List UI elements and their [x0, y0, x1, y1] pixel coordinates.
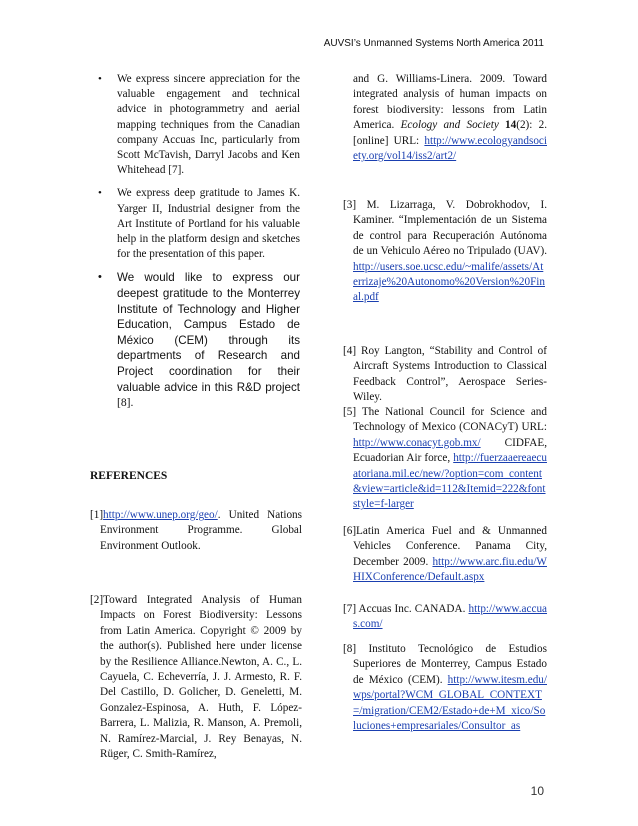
reference-text: and G. Williams-Linera. 2009. Toward integrated analysis of human impacts on forest biodiversity: lessons from Latin America. [353, 73, 547, 132]
reference-1 [90, 508, 302, 554]
reference-text: CIDFAE, Ecuadorian Air force, [353, 436, 547, 465]
reference-3 [343, 198, 547, 306]
reference-8 [343, 642, 547, 734]
reference-text: [3] M. Lizarraga, V. Dobrokhodov, I. Kaminer. “Implementación de un Sistema de control para Recuperación Autónoma de un Vehiculo Aéreo no Tripulado (UAV). [343, 199, 547, 258]
references-heading: REFERENCES [90, 470, 168, 482]
reference-link[interactable]: http://www.ecologyandsociety.org/vol14/iss2/art2/ [353, 134, 547, 163]
reference-7 [343, 602, 547, 633]
acknowledgements-column [90, 72, 300, 419]
reference-text: [5] The National Council for Science and Technology of Mexico (CONACyT) URL: [343, 406, 547, 434]
acknowledgement-item [90, 72, 300, 178]
reference-2 [90, 593, 302, 762]
reference-4 [343, 344, 547, 406]
acknowledgement-text: We express deep gratitude to James K. Yarger II, Industrial designer from the Art Institute of Portland for his valuable help in the platform design and sketches for the presentation of this paper. [117, 187, 300, 261]
reference-link[interactable]: http://www.unep.org/geo/ [103, 509, 218, 521]
reference-link[interactable]: http://www.accuas.com/ [353, 603, 548, 631]
reference-text: [4] Roy Langton, “Stability and Control of Aircraft Systems Introduction to Classical Feedback Control”, Aerospace Series-Wiley. [343, 345, 547, 404]
bullet-icon: • [98, 73, 102, 85]
running-header: AUVSI’s Unmanned Systems North America 2011 [323, 38, 544, 49]
journal-title: Ecology and Society [400, 119, 499, 132]
journal-volume: 14 [505, 119, 517, 132]
reference-2-continued [343, 72, 547, 164]
bullet-icon: • [98, 187, 102, 200]
acknowledgements-list [90, 72, 300, 411]
reference-text: (2): 2. [online] URL: [353, 119, 548, 147]
reference-5 [343, 405, 547, 513]
reference-6 [343, 524, 547, 586]
acknowledgement-text: We would like to express our deepest gratitude to the Monterrey Institute of Technology and Higher Education, Campus Estado de México (CEM) through its departments of Research and Project coordination for their valuable advice in this R&D project [117, 271, 300, 394]
reference-link[interactable]: http://www.itesm.edu/wps/portal?WCM_GLOBAL_CONTEXT=/migration/CEM2/Estado+de+M_xico/Soluciones+empresariales/Consultor_as [353, 673, 547, 733]
citation-ref: [8]. [117, 396, 134, 410]
acknowledgement-item [90, 270, 300, 410]
reference-link[interactable]: http://www.arc.fiu.edu/WHIXConference/Default.aspx [353, 555, 547, 584]
reference-link[interactable]: http://users.soe.ucsc.edu/~malife/assets/Aterrizaje%20Autonomo%20Version%20Final.pdf [353, 260, 546, 304]
acknowledgement-text: We express sincere appreciation for the valuable engagement and technical advice in photogrammetry and aerial mapping techniques from the Canadian company Accuas Inc, particularly from Scott McTavish, Darryl Jacobs and Ken Whitehead [7]. [117, 73, 300, 177]
reference-text: [6]Latin America Fuel and & Unmanned Vehicles Conference. Panama City, December 2009. [343, 525, 547, 568]
acknowledgement-item [90, 186, 300, 262]
reference-text: [7] Accuas Inc. CANADA. [343, 603, 466, 615]
reference-text: [2]Toward Integrated Analysis of Human Impacts on Forest Biodiversity: Lessons from Latin America. Copyright © 2009 by the author(s). Published here under license by the Resilience Alliance.Newton, A. C., L. Cayuela, C. Echeverría, J. J. Armesto, R. F. Del Castillo, D. Golicher, D. Geneletti, M. Gonzalez-Espinosa, A. Huth, F. López-Barrera, L. Malizia, R. Manson, A. Premoli, N. Ramírez-Marcial, J. Rey Benayas, N. Rüger, C. Smith-Ramírez, [90, 594, 302, 761]
reference-link[interactable]: http://www.conacyt.gob.mx/ [353, 436, 481, 449]
reference-text: [8] Instituto Tecnológico de Estudios Superiores de Monterrey, Campus Estado de México (CEM). [343, 643, 547, 686]
reference-label: [1] [90, 509, 104, 521]
reference-text: . United Nations Environment Programme. Global Environment Outlook. [100, 509, 302, 552]
bullet-icon: • [98, 271, 102, 284]
page-number: 10 [530, 784, 544, 798]
reference-link[interactable]: http://fuerzaaereaecuatoriana.mil.ec/new/?option=com_content&view=article&id=112&Itemid=222&fontstyle=f-larger [353, 452, 547, 511]
